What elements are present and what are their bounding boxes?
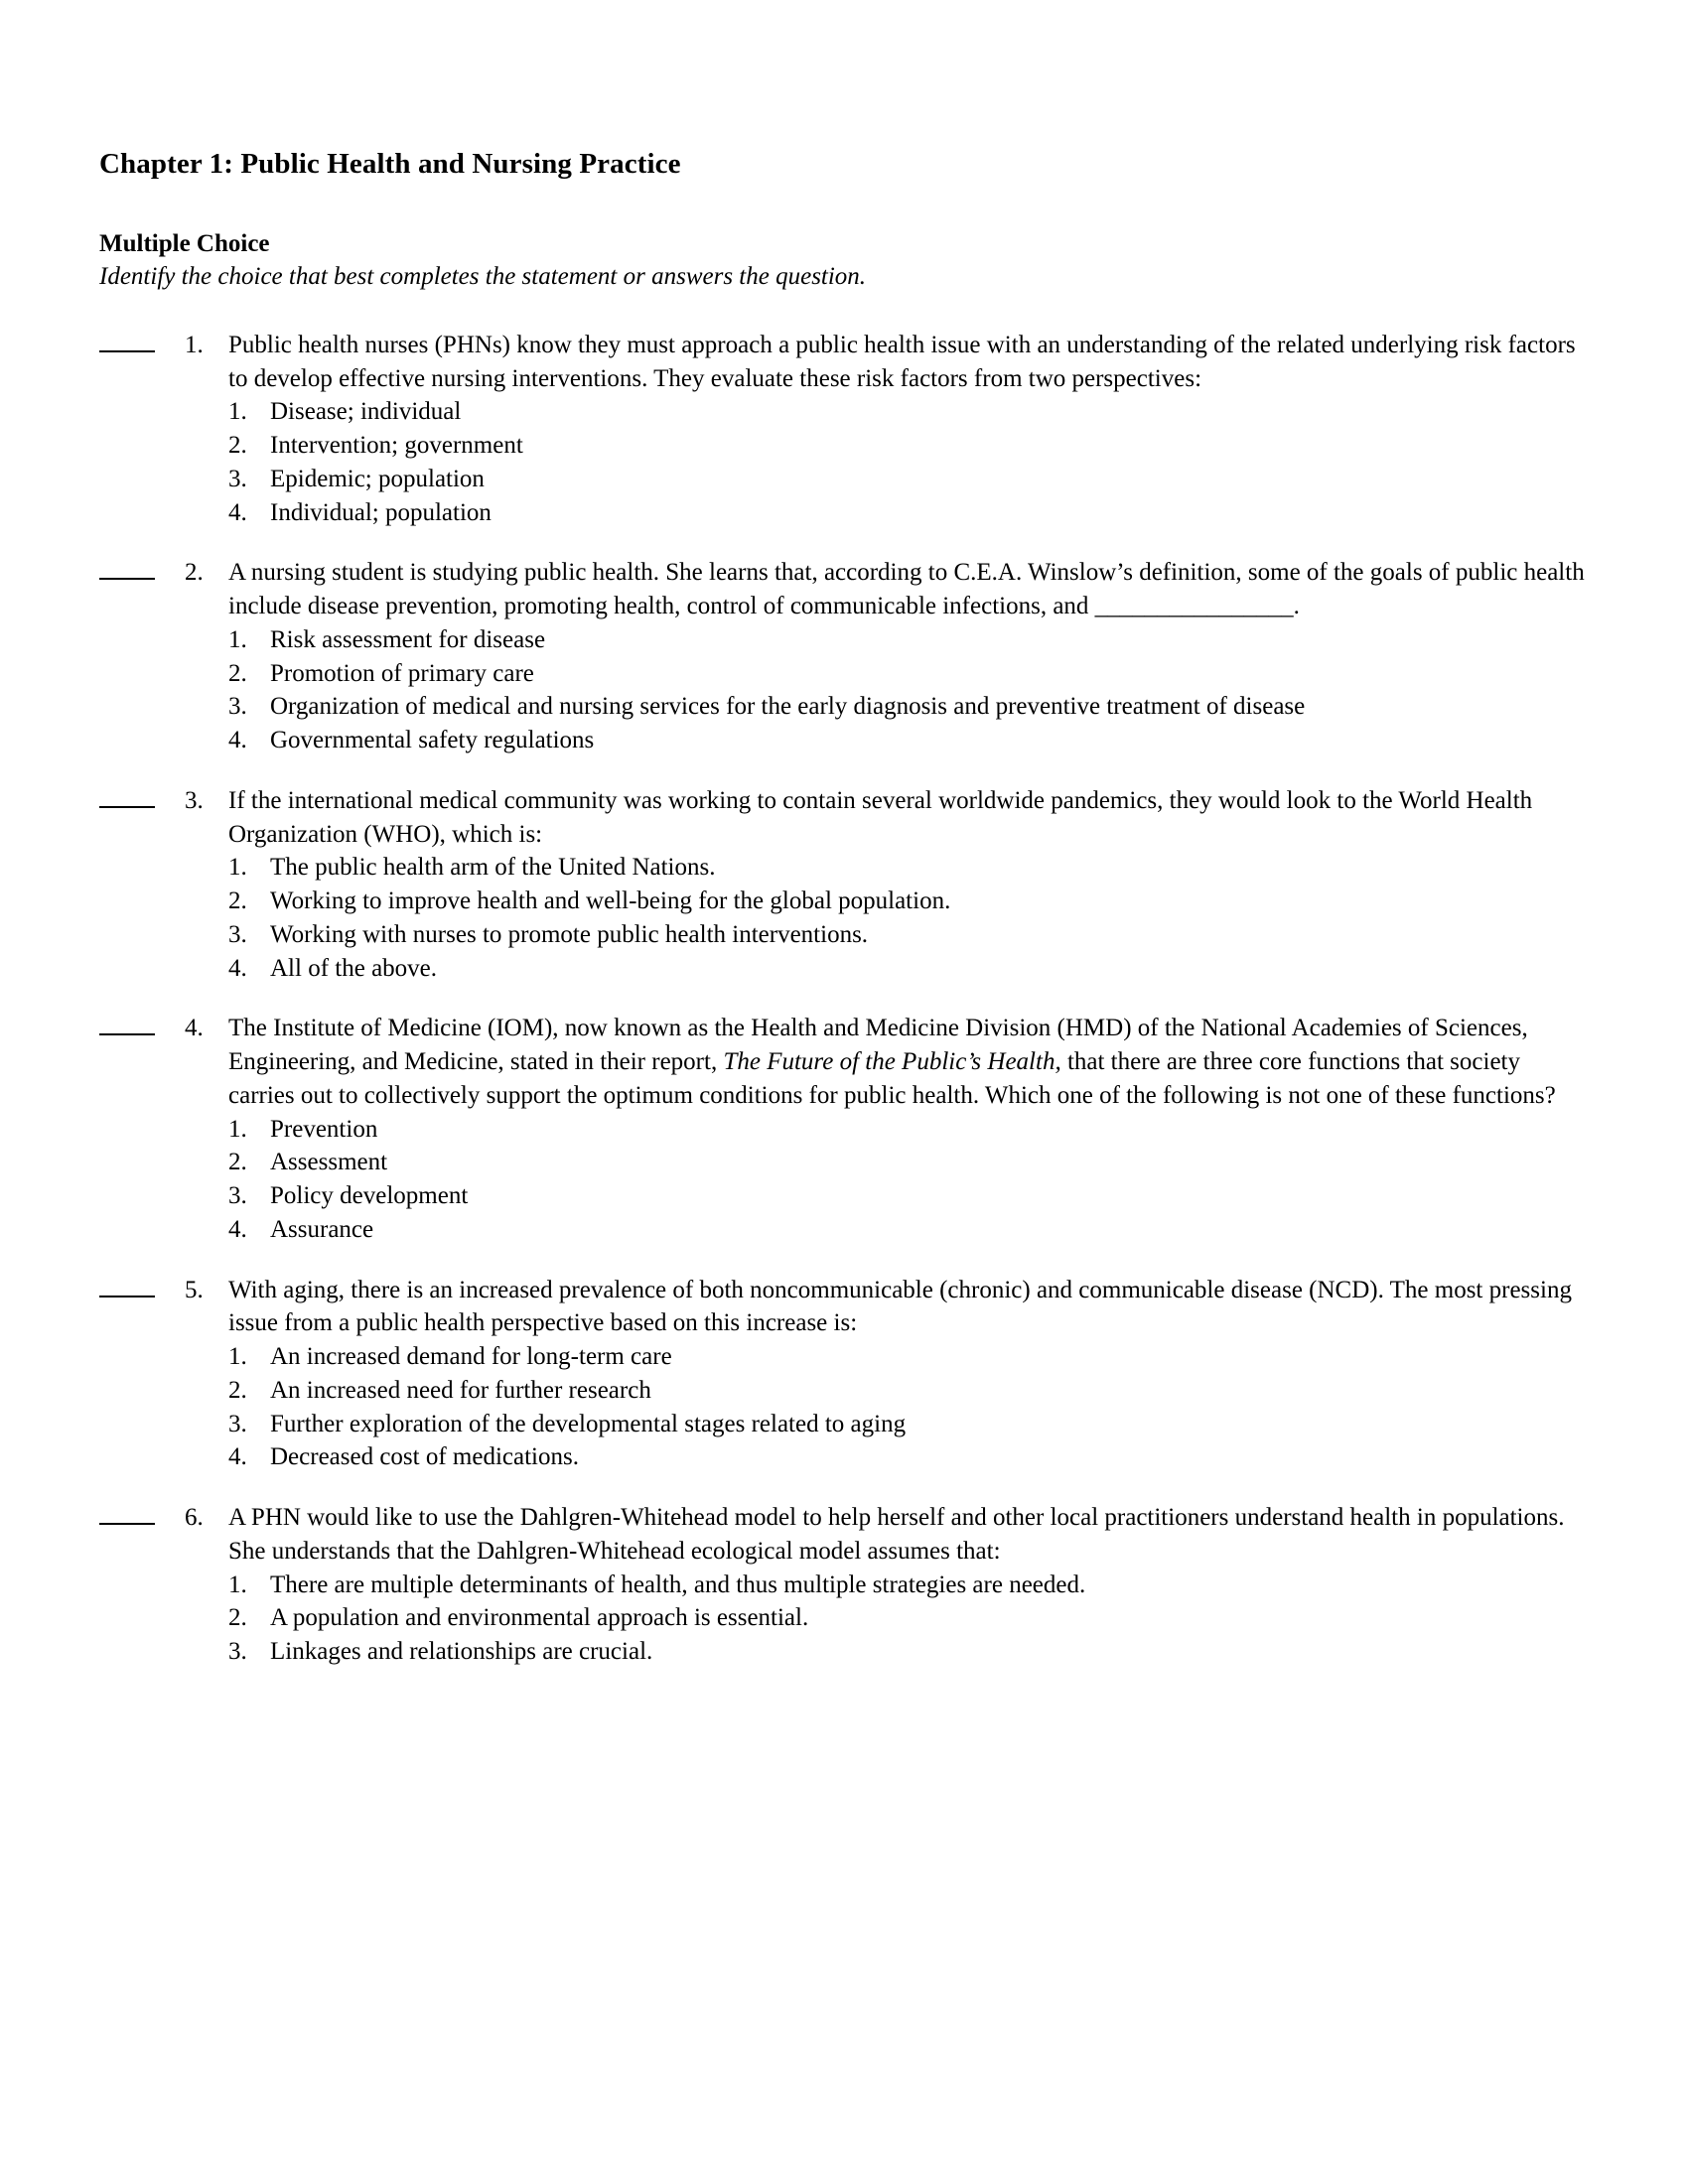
option-number: 1.: [228, 1115, 247, 1143]
option-item[interactable]: [228, 1340, 1585, 1374]
question-number: 6.: [185, 1504, 204, 1532]
option-item[interactable]: [228, 1601, 1585, 1635]
option-number: 3.: [228, 693, 247, 721]
option-item[interactable]: [228, 657, 1585, 691]
page-title: Chapter 1: Public Health and Nursing Practice: [99, 148, 681, 180]
option-list: [228, 623, 1585, 757]
question-body: [228, 1501, 1585, 1669]
option-number: 2.: [228, 1604, 247, 1632]
option-number: 1.: [228, 1570, 247, 1598]
option-number: 1.: [228, 625, 247, 653]
option-item[interactable]: [228, 1179, 1585, 1213]
option-text: Decreased cost of medications.: [270, 1443, 579, 1471]
option-number: 3.: [228, 1638, 247, 1666]
option-item[interactable]: [228, 952, 1585, 986]
question-item: [99, 1501, 1585, 1669]
question-item: [99, 556, 1585, 757]
question-stem: If the international medical community was working to contain several worldwide pandemics, they would look to the World Health Organization (WHO), which is:: [228, 786, 1533, 848]
option-text: Organization of medical and nursing services for the early diagnosis and preventive treatment of disease: [270, 693, 1306, 721]
option-item[interactable]: [228, 1213, 1585, 1247]
option-list: [228, 1340, 1585, 1474]
question-body: [228, 329, 1585, 530]
question-number: 1.: [185, 331, 204, 358]
option-text: Risk assessment for disease: [270, 625, 546, 653]
option-item[interactable]: [228, 1146, 1585, 1179]
question-body: [228, 1012, 1585, 1246]
option-item[interactable]: [228, 1408, 1585, 1441]
option-text: Assurance: [270, 1215, 374, 1243]
option-number: 3.: [228, 1410, 247, 1437]
option-text: Policy development: [270, 1182, 469, 1210]
question-stem-before: The Institute of Medicine (IOM), now known as the Health and Medicine Division (HMD) of the National Academies of Sciences, Engineering, and Medicine, stated in their report,: [228, 1015, 1528, 1076]
question-stem: A PHN would like to use the Dahlgren-Whitehead model to help herself and other local practitioners understand health in populations. She understands that the Dahlgren-Whitehead ecological model assumes that:: [228, 1504, 1565, 1565]
question-item: [99, 784, 1585, 986]
answer-blank[interactable]: [99, 1296, 155, 1297]
question-stem: Public health nurses (PHNs) know they must approach a public health issue with an understanding of the related underlying risk factors to develop effective nursing interventions. They evaluate these risk factors from two perspectives:: [228, 331, 1576, 392]
question-list: [99, 329, 1585, 1669]
option-item[interactable]: [228, 623, 1585, 657]
option-text: Disease; individual: [270, 398, 462, 426]
question-body: [228, 1274, 1585, 1475]
question-number: 3.: [185, 786, 204, 814]
option-list: [228, 851, 1585, 985]
question-number: 2.: [185, 559, 204, 587]
option-text: There are multiple determinants of health, and thus multiple strategies are needed.: [270, 1570, 1086, 1598]
option-text: An increased demand for long-term care: [270, 1343, 672, 1371]
option-number: 2.: [228, 659, 247, 687]
question-body: [228, 556, 1585, 757]
option-number: 4.: [228, 727, 247, 754]
question-item: [99, 1012, 1585, 1246]
option-number: 3.: [228, 1182, 247, 1210]
option-text: Prevention: [270, 1115, 378, 1143]
question-number: 4.: [185, 1015, 204, 1042]
option-number: 1.: [228, 1343, 247, 1371]
option-text: Intervention; government: [270, 432, 523, 460]
option-item[interactable]: [228, 1374, 1585, 1408]
question-stem-after: that there are three core functions that society carries out to collectively support the optimum conditions for public health. Which one of the following is not one of these functions?: [228, 1048, 1556, 1109]
option-item[interactable]: [228, 1635, 1585, 1669]
section-heading-multiple-choice: Multiple Choice: [99, 229, 270, 257]
question-number: 5.: [185, 1276, 204, 1303]
option-text: The public health arm of the United Nations.: [270, 854, 716, 882]
option-text: Further exploration of the developmental stages related to aging: [270, 1410, 907, 1437]
option-number: 1.: [228, 854, 247, 882]
section-instruction: Identify the choice that best completes the statement or answers the question.: [99, 262, 867, 290]
answer-blank[interactable]: [99, 1033, 155, 1035]
option-text: Working with nurses to promote public health interventions.: [270, 920, 869, 948]
question-stem: [228, 1012, 1585, 1112]
option-text: Governmental safety regulations: [270, 727, 595, 754]
option-number: 4.: [228, 1215, 247, 1243]
option-number: 4.: [228, 954, 247, 982]
option-number: 2.: [228, 1149, 247, 1176]
option-text: Linkages and relationships are crucial.: [270, 1638, 653, 1666]
option-text: Individual; population: [270, 498, 492, 526]
question-item: [99, 1274, 1585, 1475]
option-text: Promotion of primary care: [270, 659, 534, 687]
option-item[interactable]: [228, 724, 1585, 757]
option-number: 2.: [228, 887, 247, 915]
option-item[interactable]: [228, 851, 1585, 885]
option-number: 4.: [228, 1443, 247, 1471]
option-item[interactable]: [228, 690, 1585, 724]
option-number: 3.: [228, 920, 247, 948]
question-stem: With aging, there is an increased prevalence of both noncommunicable (chronic) and communicable disease (NCD). The most pressing issue from a public health perspective based on this increase is:: [228, 1276, 1572, 1337]
option-item[interactable]: [228, 429, 1585, 463]
option-number: 2.: [228, 1376, 247, 1404]
answer-blank[interactable]: [99, 1523, 155, 1525]
option-text: All of the above.: [270, 954, 438, 982]
question-body: [228, 784, 1585, 986]
option-item[interactable]: [228, 1440, 1585, 1474]
answer-blank[interactable]: [99, 806, 155, 808]
option-number: 1.: [228, 398, 247, 426]
option-item[interactable]: [228, 885, 1585, 918]
option-item[interactable]: [228, 463, 1585, 496]
report-title: The Future of the Public’s Health,: [723, 1048, 1061, 1076]
option-text: A population and environmental approach is essential.: [270, 1604, 809, 1632]
option-text: Working to improve health and well-being for the global population.: [270, 887, 951, 915]
answer-blank[interactable]: [99, 350, 155, 352]
option-number: 3.: [228, 465, 247, 492]
option-list: [228, 395, 1585, 529]
option-item[interactable]: [228, 1569, 1585, 1602]
option-text: Assessment: [270, 1149, 388, 1176]
option-text: Epidemic; population: [270, 465, 485, 492]
option-list: [228, 1569, 1585, 1669]
option-item[interactable]: [228, 395, 1585, 429]
answer-blank[interactable]: [99, 578, 155, 580]
option-number: 4.: [228, 498, 247, 526]
question-stem: A nursing student is studying public health. She learns that, according to C.E.A. Winslow’s definition, some of the goals of public health include disease prevention, promoting health, control of communicable infections, and ________________.: [228, 559, 1585, 620]
option-item[interactable]: [228, 496, 1585, 530]
option-number: 2.: [228, 432, 247, 460]
option-list: [228, 1113, 1585, 1247]
option-item[interactable]: [228, 1113, 1585, 1147]
option-item[interactable]: [228, 918, 1585, 952]
option-text: An increased need for further research: [270, 1376, 651, 1404]
question-item: [99, 329, 1585, 530]
